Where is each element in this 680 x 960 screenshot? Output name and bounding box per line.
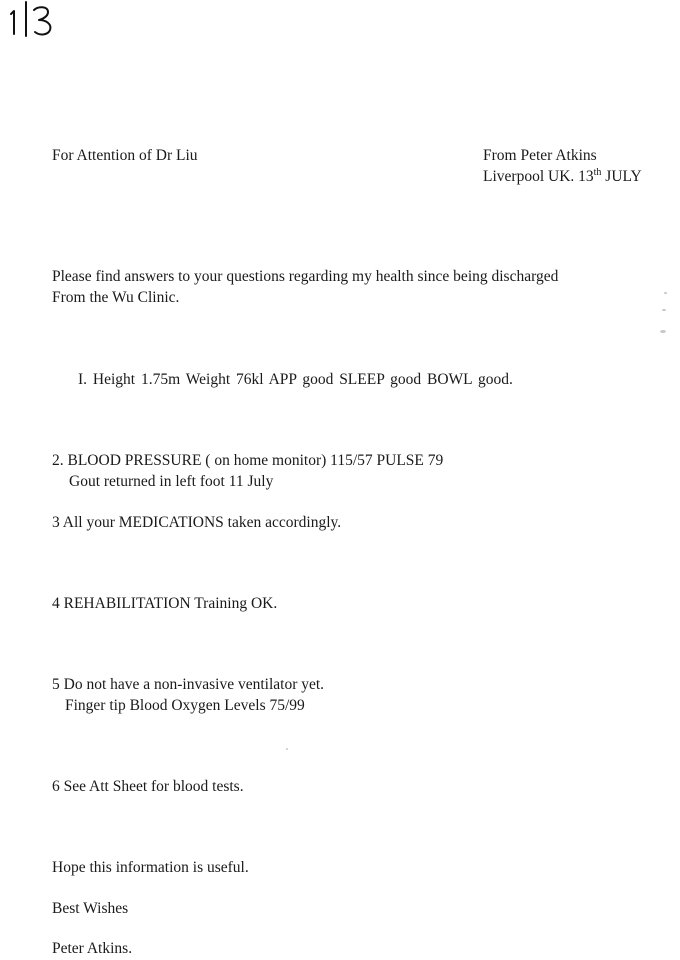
item-5-line-2: Finger tip Blood Oxygen Levels 75/99: [65, 697, 305, 714]
sender-location: Liverpool UK. 13: [483, 168, 594, 185]
item-5-line-1: 5 Do not have a non-invasive ventilator yet.: [52, 676, 325, 693]
item-2-blood-pressure: [52, 450, 443, 492]
item-6-blood-tests: 6 See Att Sheet for blood tests.: [52, 778, 244, 795]
sender-name: From Peter Atkins: [483, 147, 597, 164]
intro-paragraph: [52, 266, 558, 308]
sender-block: [483, 145, 642, 187]
intro-line-2: From the Wu Clinic.: [52, 289, 180, 306]
closing-note: Hope this information is useful.: [52, 859, 249, 876]
item-3-medications: 3 All your MEDICATIONS taken accordingly.: [52, 514, 342, 531]
item-2-line-1: 2. BLOOD PRESSURE ( on home monitor) 115/57 PULSE 79: [52, 452, 444, 469]
item-5-ventilator: [52, 674, 324, 716]
intro-line-1: Please find answers to your questions regarding my health since being discharged: [52, 268, 559, 285]
handwritten-page-number-drawing: [4, 0, 64, 40]
item-2-line-2: Gout returned in left foot 11 July: [69, 473, 274, 490]
scan-speck: [664, 292, 667, 294]
date-month: JULY: [601, 168, 642, 185]
scan-speck: [662, 309, 666, 311]
signature: Peter Atkins.: [52, 940, 133, 957]
item-1-measurements: I. Height 1.75m Weight 76kl APP good SLEEP good BOWL good.: [78, 371, 513, 388]
item-4-rehabilitation: 4 REHABILITATION Training OK.: [52, 595, 278, 612]
attention-line: For Attention of Dr Liu: [52, 147, 198, 164]
handwritten-page-number: [4, 0, 64, 40]
scan-speck: [660, 330, 666, 333]
closing-wishes: Best Wishes: [52, 900, 129, 917]
scan-speck: [286, 748, 288, 750]
date-suffix: th: [593, 166, 602, 178]
sender-location-date: [483, 166, 642, 187]
